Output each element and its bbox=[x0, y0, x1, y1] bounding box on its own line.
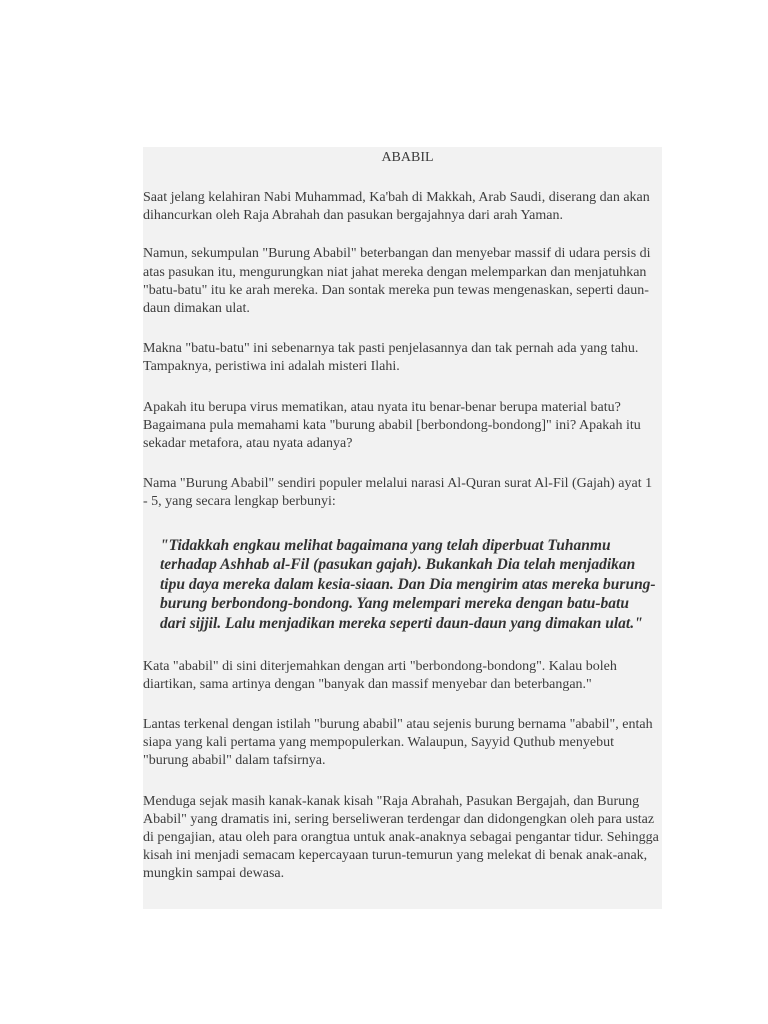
document-body bbox=[143, 147, 662, 909]
paragraph: Makna "batu-batu" ini sebenarnya tak pasti penjelasannya dan tak pernah ada yang tahu. Tampaknya, peristiwa ini adalah misteri Ilahi. bbox=[143, 341, 639, 375]
quranic-quote: "Tidakkah engkau melihat bagaimana yang telah diperbuat Tuhanmu terhadap Ashhab al-Fil (pasukan gajah). Bukankah Dia telah menjadikan tipu daya mereka dalam kesia-siaan. Dan Dia mengirim atas mereka burung-burung berbondong-bondong. Yang melempari mereka dengan batu-batu dari sijjil. Lalu menjadikan mereka seperti daun-daun yang dimakan ulat." bbox=[160, 536, 656, 633]
paragraph: Lantas terkenal dengan istilah "burung ababil" atau sejenis burung bernama "ababil", entah siapa yang kali pertama yang mempopulerkan. Walaupun, Sayyid Quthub menyebut "burung ababil" dalam tafsirnya. bbox=[143, 717, 653, 769]
paragraph: Nama "Burung Ababil" sendiri populer melalui narasi Al-Quran surat Al-Fil (Gajah) ayat 1 - 5, yang secara lengkap berbunyi: bbox=[143, 476, 653, 510]
paragraph: Namun, sekumpulan "Burung Ababil" beterbangan dan menyebar massif di udara persis di atas pasukan itu, mengurungkan niat jahat mereka dengan melemparkan dan menjatuhkan "batu-batu" itu ke arah mereka. Dan sontak mereka pun tewas mengenaskan, seperti daun-daun dimakan ulat. bbox=[143, 246, 651, 317]
paragraph: Menduga sejak masih kanak-kanak kisah "Raja Abrahah, Pasukan Bergajah, dan Burung Ababil" yang dramatis ini, sering berseliweran terdengar dan didongengkan oleh para ustaz di pengajian, atau oleh para orangtua untuk anak-anaknya sebagai pengantar tidur. Sehingga kisah ini menjadi semacam kepercayaan turun-temurun yang melekat di benak anak-anak, mungkin sampai dewasa. bbox=[143, 793, 659, 882]
paragraph: Kata "ababil" di sini diterjemahkan dengan arti "berbondong-bondong". Kalau boleh diartikan, sama artinya dengan "banyak dan massif menyebar dan beterbangan." bbox=[143, 658, 617, 692]
paragraph: Saat jelang kelahiran Nabi Muhammad, Ka'bah di Makkah, Arab Saudi, diserang dan akan dihancurkan oleh Raja Abrahah dan pasukan bergajahnya dari arah Yaman. bbox=[143, 190, 650, 224]
document-title: ABABIL bbox=[381, 150, 434, 165]
paragraph: Apakah itu berupa virus mematikan, atau nyata itu benar-benar berupa material batu? Bagaimana pula memahami kata "burung ababil [berbondong-bondong]" ini? Apakah itu sekadar metafora, atau nyata adanya? bbox=[143, 399, 641, 452]
